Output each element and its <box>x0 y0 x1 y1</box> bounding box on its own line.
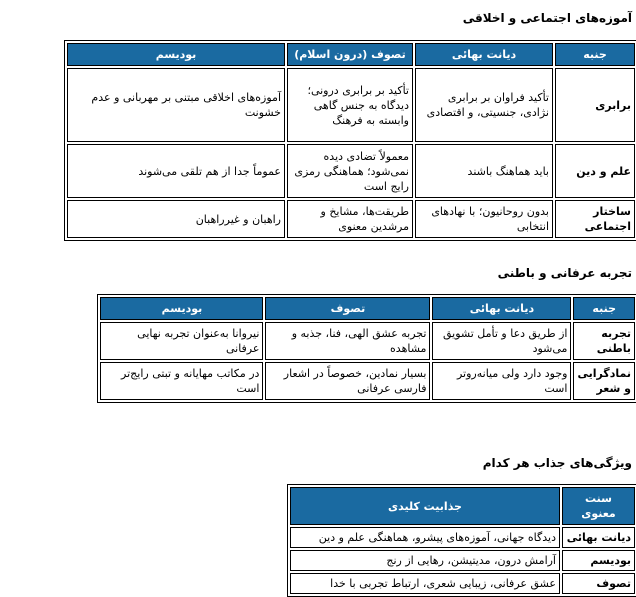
header-aspect: جنبه <box>555 43 635 66</box>
row-label: ساختار اجتماعی <box>555 200 635 238</box>
cell-buddhism: در مکاتب مهایانه و تبتی رایج‌تر است <box>100 362 263 400</box>
row-label: دیانت بهائی <box>562 527 635 548</box>
section-title-social-ethical: آموزه‌های اجتماعی و اخلاقی <box>462 11 632 25</box>
cell-sufism: تجربه عشق الهی، فنا، جذبه و مشاهده <box>265 322 430 360</box>
table-header-row <box>100 297 635 320</box>
cell-appeal: عشق عرفانی، زیبایی شعری، ارتباط تجربی با خدا <box>290 573 560 594</box>
header-appeal: جذابیت کلیدی <box>290 487 560 525</box>
header-sufism: تصوف (درون اسلام) <box>287 43 413 66</box>
row-label: تجربه باطنی <box>573 322 635 360</box>
header-bahai: دیانت بهائی <box>432 297 571 320</box>
table-row <box>290 573 635 594</box>
row-label: نمادگرایی و شعر <box>573 362 635 400</box>
cell-bahai: باید هماهنگ باشند <box>415 144 553 198</box>
cell-buddhism: عموماً جدا از هم تلقی می‌شوند <box>67 144 285 198</box>
cell-bahai: بدون روحانیون؛ با نهادهای انتخابی <box>415 200 553 238</box>
row-label: برابری <box>555 68 635 142</box>
table-row <box>290 527 635 548</box>
cell-bahai: از طریق دعا و تأمل تشویق می‌شود <box>432 322 571 360</box>
table-appeal <box>287 484 636 597</box>
header-sufism: تصوف <box>265 297 430 320</box>
cell-sufism: طریقت‌ها، مشایخ و مرشدین معنوی <box>287 200 413 238</box>
header-bahai: دیانت بهائی <box>415 43 553 66</box>
cell-buddhism: نیروانا به‌عنوان تجربه نهایی عرفانی <box>100 322 263 360</box>
table-mystical <box>97 294 636 403</box>
cell-bahai: وجود دارد ولی میانه‌روتر است <box>432 362 571 400</box>
table-row <box>290 550 635 571</box>
header-tradition: سنت معنوی <box>562 487 635 525</box>
section-title-mystical: تجربه عرفانی و باطنی <box>497 266 632 280</box>
cell-bahai: تأکید فراوان بر برابری نژادی، جنسیتی، و اقتصادی <box>415 68 553 142</box>
table-row <box>67 68 635 142</box>
table-row <box>100 362 635 400</box>
section-title-appeal: ویژگی‌های جذاب هر کدام <box>482 456 632 470</box>
cell-appeal: دیدگاه جهانی، آموزه‌های پیشرو، هماهنگی علم و دین <box>290 527 560 548</box>
table-header-row <box>67 43 635 66</box>
table-row <box>100 322 635 360</box>
header-aspect: جنبه <box>573 297 635 320</box>
cell-buddhism: آموزه‌های اخلاقی مبتنی بر مهربانی و عدم خشونت <box>67 68 285 142</box>
cell-buddhism: راهبان و غیرراهبان <box>67 200 285 238</box>
header-buddhism: بودیسم <box>100 297 263 320</box>
row-label: بودیسم <box>562 550 635 571</box>
table-social-ethical <box>64 40 636 241</box>
cell-sufism: بسیار نمادین، خصوصاً در اشعار فارسی عرفانی <box>265 362 430 400</box>
cell-appeal: آرامش درون، مدیتیشن، رهایی از رنج <box>290 550 560 571</box>
table-row <box>67 144 635 198</box>
header-buddhism: بودیسم <box>67 43 285 66</box>
cell-sufism: تأکید بر برابری درونی؛ دیدگاه به جنس گاهی وابسته به فرهنگ <box>287 68 413 142</box>
table-row <box>67 200 635 238</box>
row-label: تصوف <box>562 573 635 594</box>
row-label: علم و دین <box>555 144 635 198</box>
table-header-row <box>290 487 635 525</box>
cell-sufism: معمولاً تضادی دیده نمی‌شود؛ هماهنگی رمزی رایج است <box>287 144 413 198</box>
